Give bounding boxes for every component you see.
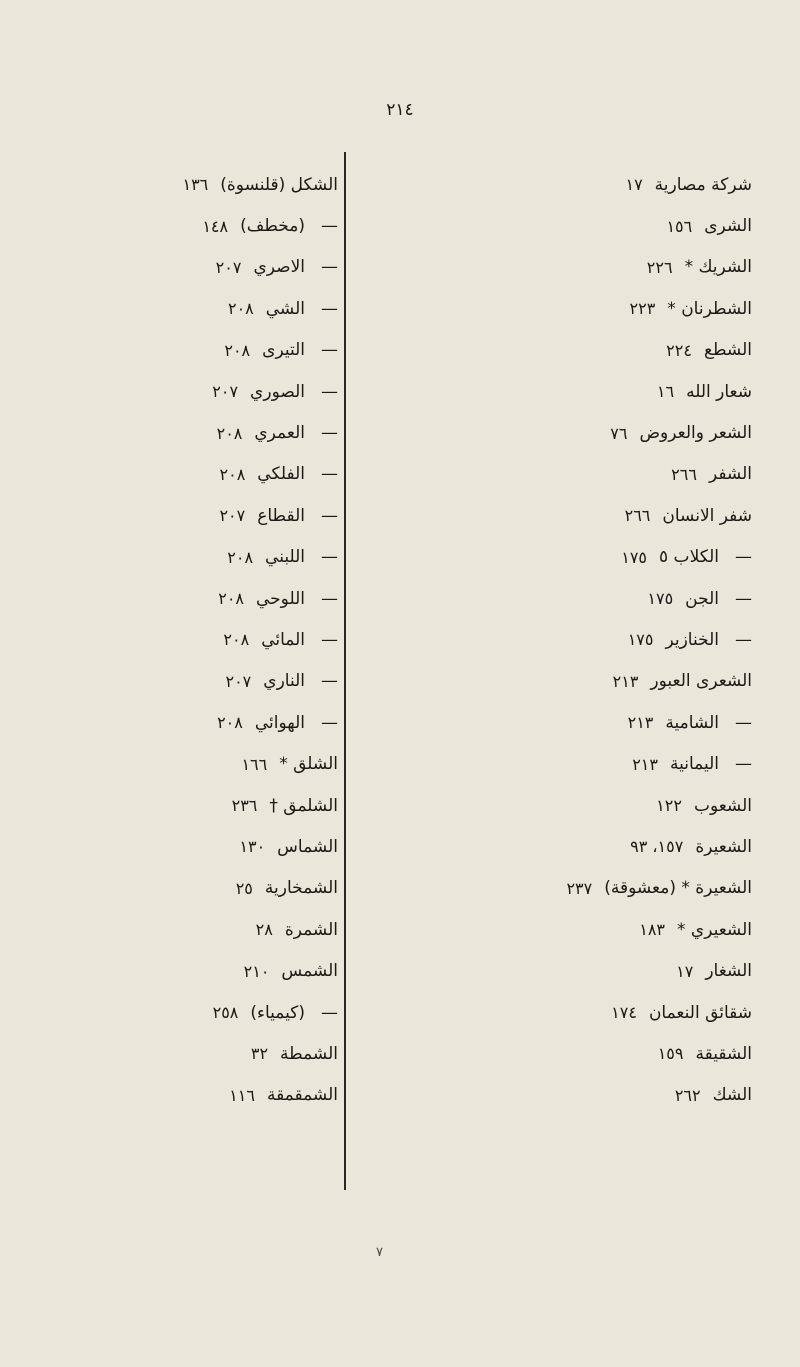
- entry-page-ref: ١٧٤: [611, 1003, 637, 1022]
- entry-term: الشطرنان *: [667, 298, 752, 319]
- index-entry: [128, 164, 338, 205]
- entry-term: الشعرى العبور: [650, 671, 752, 692]
- entry-term: (كيمياء): [250, 1002, 305, 1023]
- entry-term: الشك: [712, 1085, 752, 1106]
- entry-term: شركة مصارية: [654, 174, 752, 195]
- index-entry: [352, 495, 752, 536]
- entry-page-ref: ٢٨: [255, 920, 273, 940]
- entry-term: (مخطف): [240, 216, 305, 237]
- entry-page-ref: ٢٠٨: [216, 423, 243, 443]
- index-entry: [128, 205, 338, 246]
- entry-term: شفر الانسان: [662, 505, 752, 526]
- entry-term: الشي: [265, 298, 305, 319]
- entry-term: اللوحي: [256, 588, 305, 609]
- index-entry: [352, 619, 752, 660]
- index-entry: [128, 992, 338, 1033]
- entry-term: الصوري: [250, 381, 305, 402]
- entry-term: الشماس: [277, 836, 338, 857]
- entry-page-ref: ٢١٣: [612, 671, 639, 691]
- index-entry: [128, 454, 338, 495]
- entry-term: اللبني: [265, 547, 305, 568]
- entry-term: الشمس: [281, 961, 338, 982]
- ditto-dash: —: [735, 629, 752, 650]
- entry-term: الشعر والعروض: [639, 423, 752, 444]
- index-entry: [352, 661, 752, 702]
- entry-page-ref: ١٥٧، ٩٣: [630, 837, 684, 857]
- printer-mark: ٧: [376, 1245, 383, 1260]
- index-column-left: [128, 164, 338, 1116]
- entry-term: التيرى: [262, 340, 305, 361]
- entry-term: الشلمق †: [269, 795, 338, 816]
- index-entry: [128, 909, 338, 950]
- entry-term: الشعوب: [693, 795, 752, 816]
- entry-page-ref: ٢٠٨: [224, 340, 251, 360]
- ditto-dash: —: [321, 423, 338, 444]
- page-number: ٢١٤: [386, 100, 414, 120]
- index-entry: [352, 412, 752, 453]
- index-entry: [128, 1075, 338, 1116]
- entry-term: المائي: [261, 629, 305, 650]
- entry-term: شقائق النعمان: [648, 1002, 752, 1023]
- entry-term: الخنازير: [665, 629, 719, 650]
- entry-page-ref: ٣٢: [250, 1044, 269, 1064]
- index-entry: [352, 702, 752, 743]
- ditto-dash: —: [321, 298, 338, 319]
- entry-term: الشلق *: [279, 754, 338, 775]
- entry-page-ref: ١٧: [625, 175, 643, 195]
- entry-page-ref: ٢٣٧: [566, 878, 593, 898]
- entry-page-ref: ٢٠٧: [219, 506, 246, 526]
- index-entry: [128, 371, 338, 412]
- entry-page-ref: ٢٠٨: [227, 299, 254, 319]
- entry-term: الاصري: [253, 257, 305, 278]
- entry-term: الشقيقة: [695, 1043, 752, 1064]
- index-entry: [352, 205, 752, 246]
- index-entry: [352, 868, 752, 909]
- index-entry: [352, 1075, 752, 1116]
- entry-term: الشعيرة * (معشوقة): [604, 878, 752, 899]
- entry-page-ref: ٢٥٨: [212, 1003, 239, 1022]
- entry-page-ref: ١١٦: [229, 1085, 255, 1105]
- entry-term: الشعيري *: [677, 919, 752, 940]
- entry-page-ref: ١٧٥: [627, 630, 654, 650]
- entry-page-ref: ٢١٣: [627, 713, 654, 733]
- index-entry: [128, 661, 338, 702]
- entry-page-ref: ١٣٦: [182, 175, 209, 195]
- entry-page-ref: ١٧٥: [647, 589, 674, 609]
- entry-term: الشرى: [704, 216, 752, 237]
- ditto-dash: —: [321, 257, 338, 278]
- index-entry: [352, 330, 752, 371]
- index-entry: [128, 619, 338, 660]
- entry-page-ref: ١٢٢: [656, 796, 682, 816]
- index-entry: [352, 537, 752, 578]
- ditto-dash: —: [321, 464, 338, 485]
- entry-term: الهوائي: [254, 712, 305, 733]
- ditto-dash: —: [321, 340, 338, 361]
- entry-page-ref: ٢٢٦: [646, 257, 673, 277]
- ditto-dash: —: [321, 505, 338, 526]
- entry-page-ref: ١٦: [656, 382, 675, 402]
- index-entry: [128, 702, 338, 743]
- entry-term: الفلكي: [257, 464, 305, 485]
- index-entry: [352, 578, 752, 619]
- index-entry: [128, 288, 338, 329]
- index-entry: [352, 785, 752, 826]
- ditto-dash: —: [321, 712, 338, 733]
- entry-page-ref: ٢٠٨: [218, 589, 244, 609]
- ditto-dash: —: [321, 588, 338, 609]
- entry-term: الشريك *: [684, 257, 752, 278]
- entry-page-ref: ٢٠٧: [215, 257, 242, 277]
- index-entry: [352, 909, 752, 950]
- index-entry: [128, 578, 338, 619]
- entry-page-ref: ٢٥: [235, 878, 253, 898]
- ditto-dash: —: [321, 1002, 338, 1023]
- entry-term: الشكل (قلنسوة): [220, 174, 338, 195]
- entry-page-ref: ١٥٩: [657, 1044, 684, 1064]
- index-entry: [128, 785, 338, 826]
- entry-term: الشعيرة: [695, 836, 752, 857]
- index-entry: [352, 371, 752, 412]
- entry-page-ref: ٢٢٤: [666, 340, 692, 360]
- entry-page-ref: ٢٠٨: [217, 713, 243, 733]
- index-column-right: [352, 164, 752, 1116]
- ditto-dash: —: [735, 547, 752, 568]
- entry-page-ref: ٢٠٨: [227, 547, 254, 567]
- entry-term: شعار الله: [686, 381, 752, 402]
- ditto-dash: —: [735, 754, 752, 775]
- entry-term: الشمطة: [280, 1043, 338, 1064]
- entry-page-ref: ٢٦٢: [674, 1085, 701, 1105]
- entry-page-ref: ٢٠٨: [219, 464, 246, 484]
- index-entry: [352, 247, 752, 288]
- entry-page-ref: ١٤٨: [202, 216, 229, 236]
- index-entry: [352, 164, 752, 205]
- index-entry: [128, 868, 338, 909]
- entry-term: الشمقمقة: [266, 1085, 338, 1106]
- entry-page-ref: ٢٠٧: [225, 671, 252, 691]
- entry-page-ref: ١٦٦: [241, 754, 268, 774]
- entry-term: الجن: [685, 588, 719, 609]
- index-entry: [128, 743, 338, 784]
- index-entry: [352, 288, 752, 329]
- index-entry: [128, 537, 338, 578]
- ditto-dash: —: [735, 712, 752, 733]
- ditto-dash: —: [321, 671, 338, 692]
- entry-term: الشمخارية: [264, 878, 338, 899]
- entry-page-ref: ١٣٠: [239, 837, 266, 857]
- entry-term: الشطع: [703, 340, 752, 361]
- entry-page-ref: ٢٦٦: [671, 464, 697, 484]
- entry-page-ref: ١٥٦: [666, 216, 693, 236]
- entry-page-ref: ٢٦٦: [624, 506, 651, 526]
- ditto-dash: —: [321, 216, 338, 237]
- entry-page-ref: ٢١٣: [632, 754, 658, 774]
- entry-page-ref: ١٧: [676, 961, 694, 981]
- index-entry: [128, 412, 338, 453]
- index-entry: [352, 743, 752, 784]
- index-entry: [128, 495, 338, 536]
- index-entry: [128, 950, 338, 991]
- index-entry: [128, 247, 338, 288]
- entry-term: القطاع: [257, 505, 305, 526]
- ditto-dash: —: [321, 547, 338, 568]
- index-entry: [128, 826, 338, 867]
- ditto-dash: —: [321, 629, 338, 650]
- entry-page-ref: ٢٣٦: [231, 796, 258, 816]
- entry-page-ref: ١٨٣: [639, 920, 665, 940]
- index-entry: [352, 1033, 752, 1074]
- ditto-dash: —: [321, 381, 338, 402]
- entry-term: الشامية: [665, 712, 719, 733]
- entry-term: اليمانية: [669, 754, 719, 775]
- entry-term: العمري: [254, 423, 305, 444]
- column-divider: [344, 152, 346, 1190]
- index-entry: [352, 826, 752, 867]
- index-entry: [352, 992, 752, 1033]
- entry-page-ref: ٢٠٧: [212, 382, 239, 402]
- index-entry: [128, 330, 338, 371]
- index-entry: [128, 1033, 338, 1074]
- index-entry: [352, 454, 752, 495]
- index-entry: [352, 950, 752, 991]
- entry-page-ref: ٧٦: [610, 423, 628, 443]
- entry-term: الشغار: [705, 961, 752, 982]
- entry-term: الشمرة: [284, 919, 338, 940]
- entry-term: الناري: [263, 671, 305, 692]
- entry-term: الكلاب ٥: [659, 547, 719, 568]
- entry-term: الشفر: [708, 464, 752, 485]
- ditto-dash: —: [735, 588, 752, 609]
- entry-page-ref: ٢٠٨: [223, 630, 250, 650]
- entry-page-ref: ٢١٠: [243, 961, 270, 981]
- entry-page-ref: ٢٢٣: [629, 299, 656, 319]
- entry-page-ref: ١٧٥: [621, 547, 648, 567]
